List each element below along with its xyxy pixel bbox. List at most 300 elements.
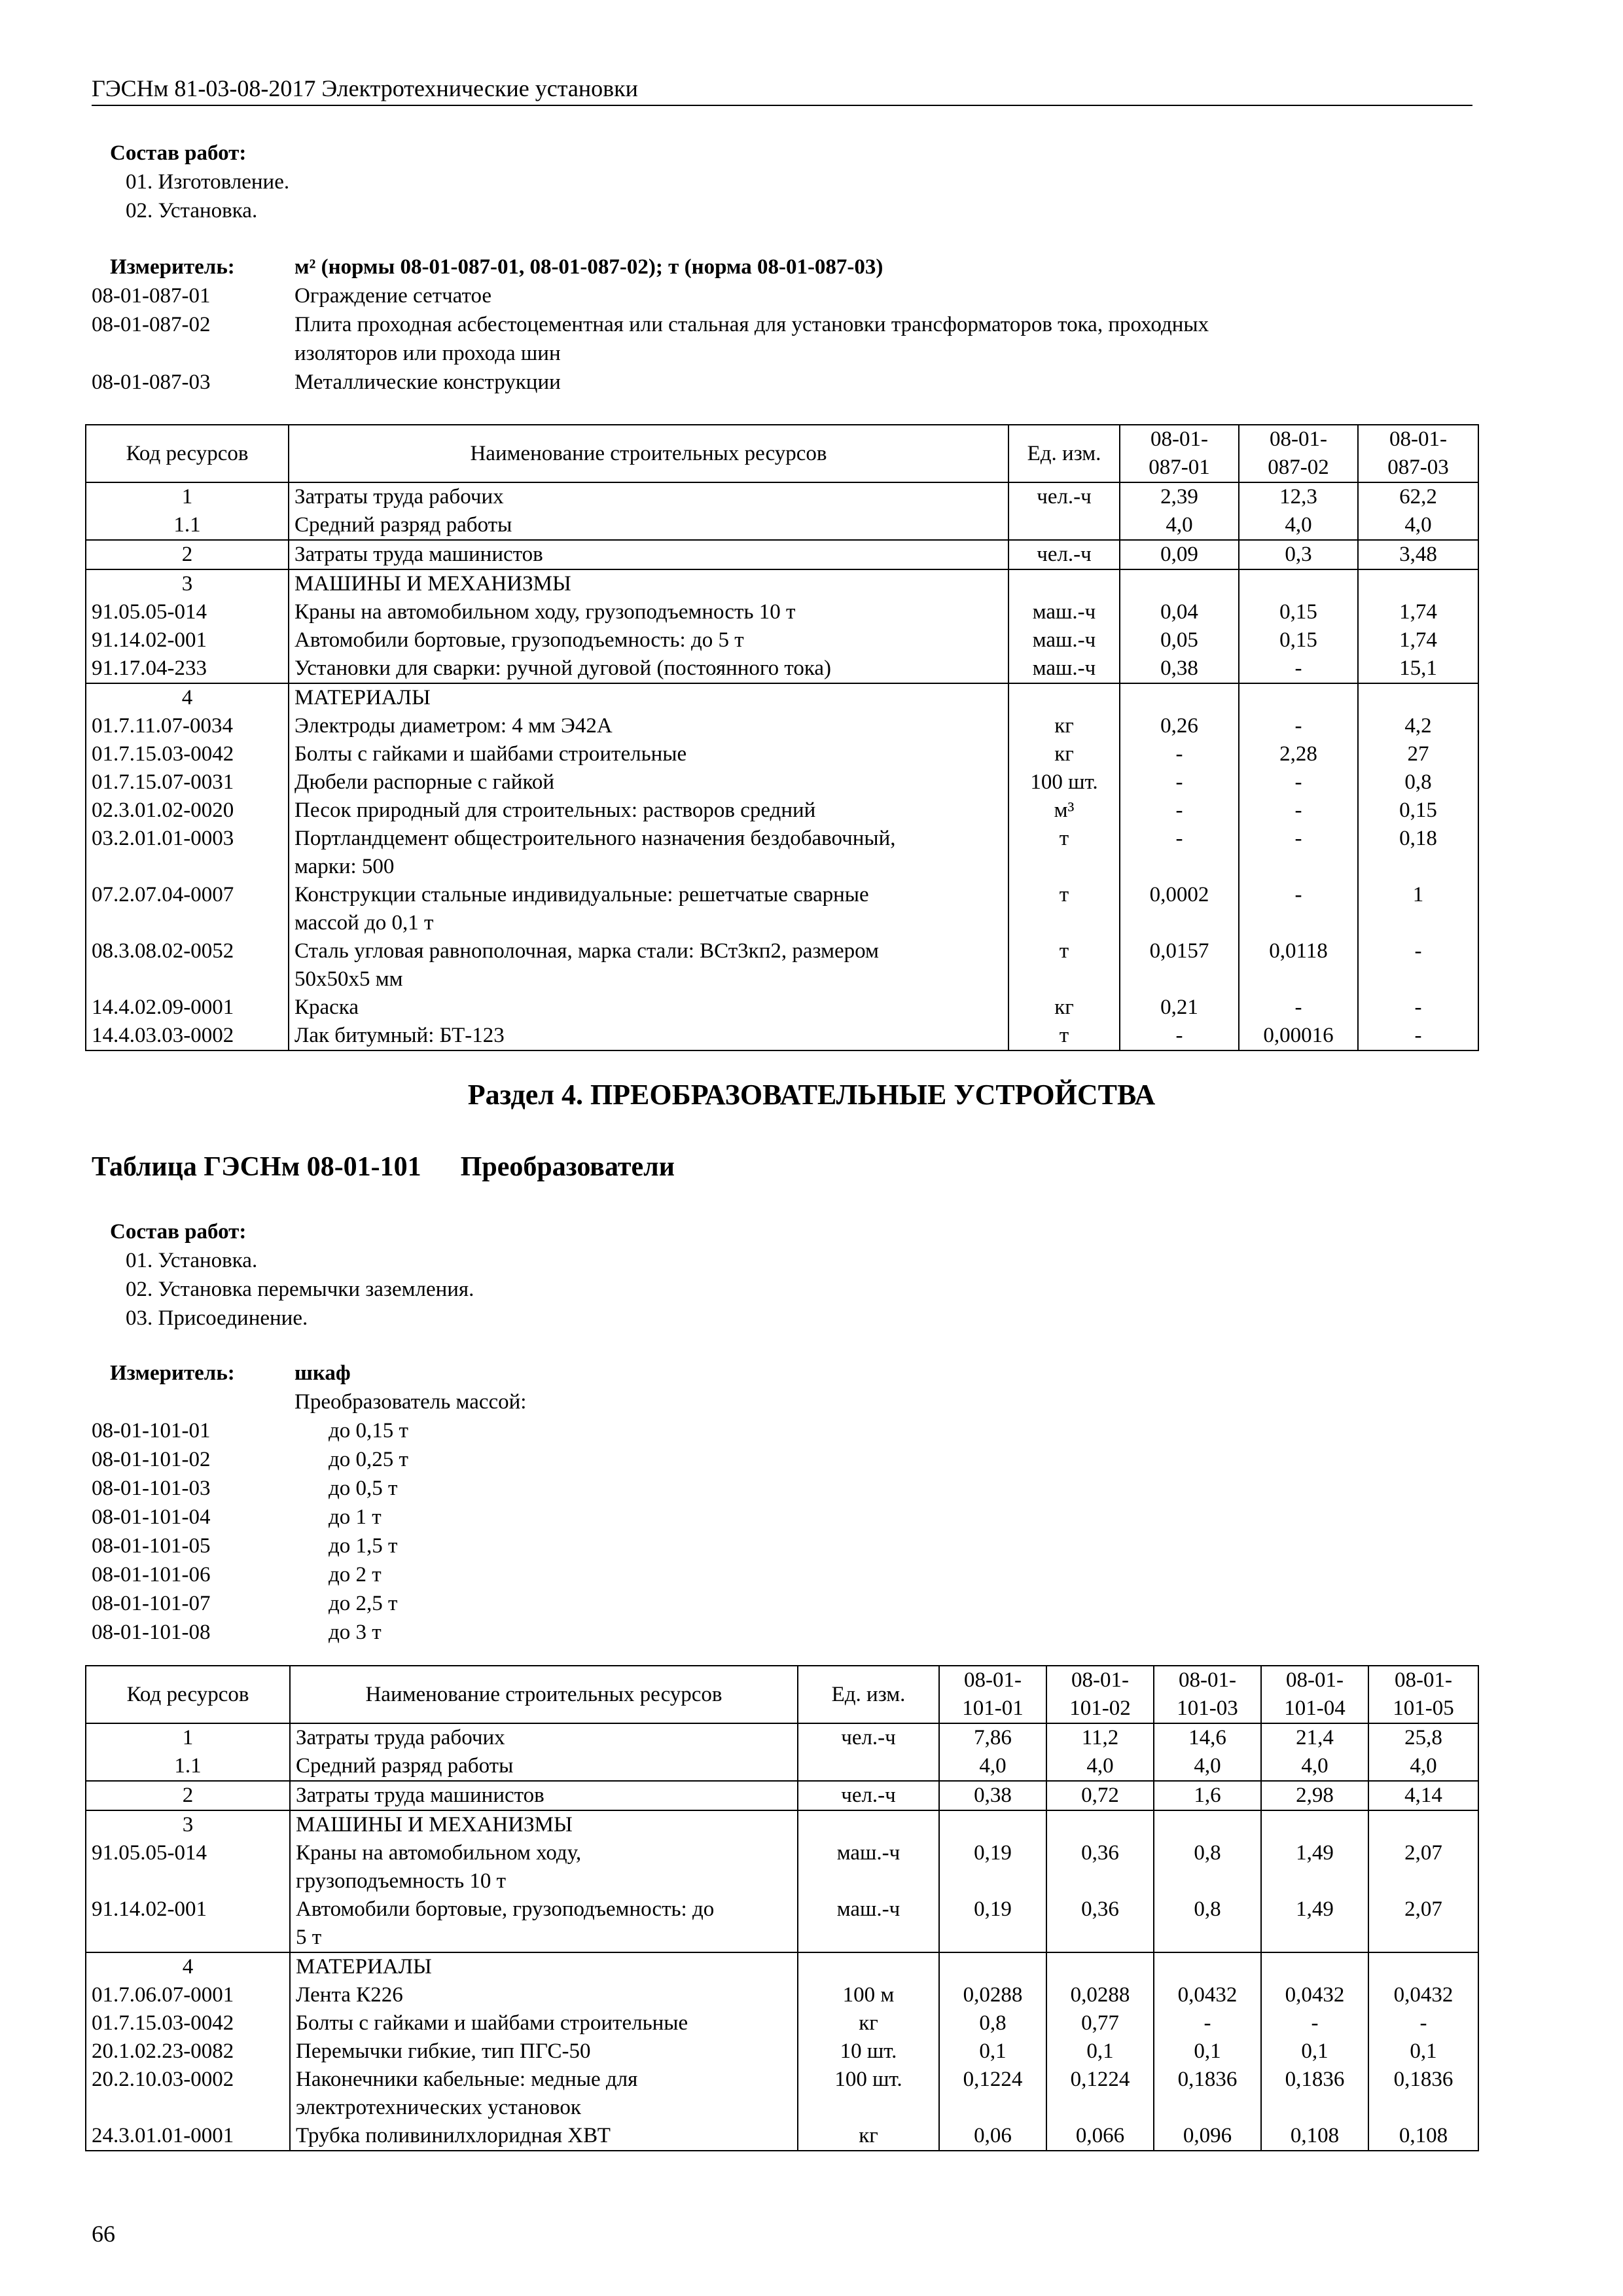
norm-value: 2,39 — [1120, 482, 1239, 511]
table-row — [86, 2122, 1478, 2151]
composition-item: 01. Установка. — [126, 1249, 258, 1272]
resource-unit: маш.-ч — [1008, 655, 1120, 683]
norm-value: - — [1368, 2009, 1478, 2037]
table-row — [86, 2009, 1478, 2037]
norm-value: 2,28 — [1239, 740, 1358, 768]
norm-value: 0,108 — [1368, 2122, 1478, 2151]
norm-code: 08-01-087-01 — [92, 284, 211, 308]
resource-code: 3 — [86, 569, 289, 598]
table-row — [86, 1022, 1478, 1050]
table-row — [86, 540, 1478, 569]
resource-unit: т — [1008, 881, 1120, 937]
resource-name-continuation: 50x50x5 мм — [294, 967, 403, 991]
resource-code: 2 — [86, 540, 289, 569]
norm-value — [1154, 1952, 1261, 1981]
norm-value: 0,1224 — [1046, 2066, 1154, 2122]
norm-code: 08-01-101-02 — [92, 1448, 211, 1471]
norm-value: 62,2 — [1358, 482, 1478, 511]
resource-code: 1 — [86, 1723, 290, 1752]
norm-value — [939, 1952, 1046, 1981]
norm-value: - — [1120, 1022, 1239, 1050]
header-name: Наименование строительных ресурсов — [290, 1666, 798, 1723]
resource-unit: 100 м — [798, 1981, 939, 2009]
header-unit: Ед. изм. — [1008, 425, 1120, 482]
norm-value: - — [1358, 994, 1478, 1022]
resource-code: 01.7.06.07-0001 — [86, 1981, 290, 2009]
resource-code: 91.05.05-014 — [86, 598, 289, 626]
resource-code: 14.4.02.09-0001 — [86, 994, 289, 1022]
composition-item: 01. Изготовление. — [126, 170, 290, 194]
norm-name: Металлические конструкции — [294, 370, 561, 394]
norm-value: 0,38 — [939, 1781, 1046, 1810]
norm-value: - — [1154, 2009, 1261, 2037]
header-name: Наименование строительных ресурсов — [289, 425, 1008, 482]
norm-value — [1261, 1810, 1368, 1839]
norm-code: 08-01-101-05 — [92, 1534, 211, 1558]
norm-value: 0,8 — [939, 2009, 1046, 2037]
resource-name-line: Дюбели распорные с гайкой — [294, 770, 554, 794]
table-header-row — [86, 1666, 1478, 1723]
norm-value: 0,18 — [1358, 825, 1478, 881]
resource-unit — [798, 1952, 939, 1981]
norm-value: 0,1836 — [1154, 2066, 1261, 2122]
norm-value: - — [1120, 797, 1239, 825]
resource-code: 91.14.02-001 — [86, 1895, 290, 1952]
resource-name-line: Лак битумный: БТ-123 — [294, 1024, 505, 1047]
resource-name — [289, 598, 1008, 626]
table-row — [86, 626, 1478, 655]
resource-name — [290, 2122, 798, 2151]
norm-value: 0,8 — [1154, 1839, 1261, 1895]
resource-name-line: Затраты труда машинистов — [296, 1784, 544, 1807]
resource-name — [290, 1952, 798, 1981]
resource-name — [289, 569, 1008, 598]
resource-code: 1 — [86, 482, 289, 511]
norm-name: Ограждение сетчатое — [294, 284, 492, 308]
table-row — [86, 511, 1478, 540]
norm-name: до 2 т — [329, 1563, 382, 1587]
table-row — [86, 1781, 1478, 1810]
norm-code: 08-01-101-07 — [92, 1592, 211, 1615]
resource-unit: чел.-ч — [1008, 540, 1120, 569]
norm-value: 2,07 — [1368, 1839, 1478, 1895]
resource-unit — [1008, 683, 1120, 712]
header-code: Код ресурсов — [86, 425, 289, 482]
header-norm-col: 08-01- 101-03 — [1154, 1666, 1261, 1723]
table-row — [86, 937, 1478, 994]
norm-value: 0,06 — [939, 2122, 1046, 2151]
norm-code: 08-01-101-08 — [92, 1621, 211, 1644]
norm-value: 4,0 — [1239, 511, 1358, 540]
norm-code: 08-01-101-01 — [92, 1419, 211, 1443]
resource-name-line: Затраты труда рабочих — [296, 1726, 505, 1749]
resource-code: 20.1.02.23-0082 — [86, 2037, 290, 2066]
resource-name — [290, 2066, 798, 2122]
resource-code: 2 — [86, 1781, 290, 1810]
composition-item: 02. Установка перемычки заземления. — [126, 1278, 474, 1301]
resource-name — [290, 1810, 798, 1839]
resource-name-line: МАТЕРИАЛЫ — [296, 1955, 432, 1979]
norm-value: 0,1224 — [939, 2066, 1046, 2122]
resource-unit — [798, 1752, 939, 1781]
norm-value — [1358, 683, 1478, 712]
norm-value — [1046, 1810, 1154, 1839]
norm-value: 14,6 — [1154, 1723, 1261, 1752]
table-row — [86, 1839, 1478, 1895]
composition-label: Состав работ: — [110, 141, 247, 165]
resource-unit: кг — [1008, 994, 1120, 1022]
norm-value: 0,77 — [1046, 2009, 1154, 2037]
header-norm-col: 08-01- 101-01 — [939, 1666, 1046, 1723]
norm-value: 0,1 — [1046, 2037, 1154, 2066]
norm-value: 0,096 — [1154, 2122, 1261, 2151]
resource-unit — [1008, 569, 1120, 598]
norm-value: 0,3 — [1239, 540, 1358, 569]
norm-value: 1,74 — [1358, 626, 1478, 655]
resource-name-line: Перемычки гибкие, тип ПГС-50 — [296, 2039, 591, 2063]
resource-code: 91.05.05-014 — [86, 1839, 290, 1895]
header-unit: Ед. изм. — [798, 1666, 939, 1723]
table-title-code: Таблица ГЭСНм 08-01-101 — [92, 1152, 421, 1182]
resource-unit: маш.-ч — [1008, 626, 1120, 655]
norm-value: 0,36 — [1046, 1839, 1154, 1895]
table-row — [86, 994, 1478, 1022]
norm-value: 0,8 — [1358, 768, 1478, 797]
norm-value: 0,19 — [939, 1895, 1046, 1952]
header-norm-col: 08-01- 101-05 — [1368, 1666, 1478, 1723]
resource-name-line: Автомобили бортовые, грузоподъемность: до 5 т — [294, 628, 744, 652]
header-norm-col: 08-01- 087-01 — [1120, 425, 1239, 482]
resource-unit: 10 шт. — [798, 2037, 939, 2066]
resource-name-continuation: марки: 500 — [294, 855, 395, 878]
table-title-name: Преобразователи — [460, 1152, 675, 1182]
norms-subtitle: Преобразователь массой: — [294, 1390, 527, 1414]
resource-code: 1.1 — [86, 511, 289, 540]
norm-code: 08-01-087-02 — [92, 313, 211, 336]
resource-code: 24.3.01.01-0001 — [86, 2122, 290, 2151]
measure-value: м² (нормы 08-01-087-01, 08-01-087-02); т (норма 08-01-087-03) — [294, 255, 883, 279]
resource-unit: 100 шт. — [798, 2066, 939, 2122]
measure-label: Измеритель: — [110, 255, 235, 279]
norm-value: 1,49 — [1261, 1895, 1368, 1952]
resource-name — [289, 540, 1008, 569]
norm-value: 15,1 — [1358, 655, 1478, 683]
resource-code: 4 — [86, 1952, 290, 1981]
norm-value — [1120, 683, 1239, 712]
norm-value: 4,0 — [1120, 511, 1239, 540]
resource-name — [289, 655, 1008, 683]
norm-row — [92, 1618, 1466, 1647]
table-row — [86, 1723, 1478, 1752]
norm-value: 0,0432 — [1154, 1981, 1261, 2009]
resource-name-line: Затраты труда рабочих — [294, 485, 504, 509]
norm-value: 0,1836 — [1368, 2066, 1478, 2122]
table-row — [86, 2037, 1478, 2066]
norm-value — [1261, 1952, 1368, 1981]
table-row — [86, 712, 1478, 740]
table-row — [86, 881, 1478, 937]
resource-name-line: МАШИНЫ И МЕХАНИЗМЫ — [296, 1813, 573, 1837]
resource-name — [290, 1981, 798, 2009]
norm-value: 27 — [1358, 740, 1478, 768]
norm-row — [92, 1474, 1466, 1503]
resource-name-line: Наконечники кабельные: медные для — [296, 2068, 638, 2091]
norm-value: 11,2 — [1046, 1723, 1154, 1752]
norm-value: 0,0288 — [939, 1981, 1046, 2009]
resource-unit: т — [1008, 937, 1120, 994]
resource-name-continuation: электротехнических установок — [296, 2096, 581, 2119]
norm-value: 0,1 — [1261, 2037, 1368, 2066]
resource-name — [289, 712, 1008, 740]
norm-value: 4,2 — [1358, 712, 1478, 740]
table-row — [86, 1952, 1478, 1981]
norm-value: - — [1120, 768, 1239, 797]
norm-row — [92, 1445, 1466, 1474]
resource-name-continuation: грузоподъемность 10 т — [296, 1869, 507, 1893]
resource-unit: маш.-ч — [1008, 598, 1120, 626]
norm-value: 0,1 — [1154, 2037, 1261, 2066]
resource-name-line: МАТЕРИАЛЫ — [294, 686, 431, 709]
resource-unit: кг — [798, 2122, 939, 2151]
norm-value: 0,09 — [1120, 540, 1239, 569]
norm-name-continuation: изоляторов или прохода шин — [294, 342, 561, 365]
norm-row — [92, 1532, 1466, 1560]
table-row — [86, 740, 1478, 768]
resource-name — [289, 683, 1008, 712]
norm-value: - — [1261, 2009, 1368, 2037]
norm-value: 0,00016 — [1239, 1022, 1358, 1050]
resource-code: 1.1 — [86, 1752, 290, 1781]
composition-item: 03. Присоединение. — [126, 1306, 308, 1330]
norm-row — [92, 1560, 1466, 1589]
resource-name-continuation: 5 т — [296, 1926, 322, 1949]
resource-name — [290, 1723, 798, 1752]
norm-value: 0,1 — [939, 2037, 1046, 2066]
norm-value: 0,0118 — [1239, 937, 1358, 994]
norm-value: 21,4 — [1261, 1723, 1368, 1752]
resource-name-line: Затраты труда машинистов — [294, 543, 543, 566]
resource-code: 14.4.03.03-0002 — [86, 1022, 289, 1050]
norm-value: 0,0002 — [1120, 881, 1239, 937]
resource-name — [289, 482, 1008, 511]
resource-name — [289, 994, 1008, 1022]
resource-code: 01.7.15.03-0042 — [86, 2009, 290, 2037]
resource-name — [289, 740, 1008, 768]
norm-value — [1239, 569, 1358, 598]
header-norm-col: 08-01- 087-03 — [1358, 425, 1478, 482]
resource-unit: кг — [798, 2009, 939, 2037]
norm-value — [1239, 683, 1358, 712]
norm-code: 08-01-101-06 — [92, 1563, 211, 1587]
norm-value: 1,74 — [1358, 598, 1478, 626]
resource-unit: т — [1008, 1022, 1120, 1050]
norm-name: до 0,25 т — [329, 1448, 408, 1471]
resource-code: 91.14.02-001 — [86, 626, 289, 655]
resource-name-line: Краны на автомобильном ходу, — [296, 1841, 582, 1865]
norm-value: 0,04 — [1120, 598, 1239, 626]
table-row — [86, 655, 1478, 683]
resource-name — [290, 1839, 798, 1895]
resource-code: 91.17.04-233 — [86, 655, 289, 683]
page-number: 66 — [92, 2221, 115, 2247]
measure-block-2 — [92, 1359, 1466, 1647]
norm-value: 0,066 — [1046, 2122, 1154, 2151]
norm-value: 0,36 — [1046, 1895, 1154, 1952]
resource-code: 01.7.15.07-0031 — [86, 768, 289, 797]
norm-value — [1120, 569, 1239, 598]
norm-value: - — [1239, 825, 1358, 881]
norm-name: до 1,5 т — [329, 1534, 398, 1558]
norm-value — [1358, 569, 1478, 598]
table-row — [86, 1810, 1478, 1839]
norm-value: - — [1239, 994, 1358, 1022]
resource-name-line: Сталь угловая равнополочная, марка стали: ВСт3кп2, размером — [294, 939, 879, 963]
header-norm-col: 08-01- 087-02 — [1239, 425, 1358, 482]
norm-value: 4,0 — [1261, 1752, 1368, 1781]
norm-name: до 2,5 т — [329, 1592, 398, 1615]
norm-name: до 3 т — [329, 1621, 382, 1644]
composition-item: 02. Установка. — [126, 199, 258, 223]
norm-value: 4,0 — [939, 1752, 1046, 1781]
norm-value: 0,1836 — [1261, 2066, 1368, 2122]
norm-value: 4,0 — [1154, 1752, 1261, 1781]
composition-block-1 — [110, 139, 289, 225]
resource-unit: маш.-ч — [798, 1895, 939, 1952]
resource-code: 01.7.11.07-0034 — [86, 712, 289, 740]
resource-name-line: Краска — [294, 996, 359, 1019]
norm-value: 0,15 — [1239, 626, 1358, 655]
resource-name-line: Лента К226 — [296, 1983, 403, 2007]
norm-code: 08-01-101-04 — [92, 1505, 211, 1529]
resource-unit — [1008, 511, 1120, 540]
norm-name: до 0,5 т — [329, 1477, 398, 1500]
norm-value: - — [1239, 881, 1358, 937]
resource-name-line: Портландцемент общестроительного назначения бездобавочный, — [294, 827, 896, 850]
norm-code: 08-01-101-03 — [92, 1477, 211, 1500]
norm-name: Плита проходная асбестоцементная или стальная для установки трансформаторов тока, проходных — [294, 313, 1209, 336]
norm-value: 0,72 — [1046, 1781, 1154, 1810]
resource-code: 20.2.10.03-0002 — [86, 2066, 290, 2122]
norm-value: - — [1239, 768, 1358, 797]
table-row — [86, 598, 1478, 626]
norm-value — [1046, 1952, 1154, 1981]
norm-value: 4,0 — [1368, 1752, 1478, 1781]
resource-name-line: Краны на автомобильном ходу, грузоподъемность 10 т — [294, 600, 796, 624]
table-row — [86, 569, 1478, 598]
resource-name — [289, 511, 1008, 540]
norm-value — [1368, 1952, 1478, 1981]
resource-code: 07.2.07.04-0007 — [86, 881, 289, 937]
table-row — [86, 2066, 1478, 2122]
resource-name — [289, 1022, 1008, 1050]
norm-value: - — [1358, 1022, 1478, 1050]
resource-unit — [798, 1810, 939, 1839]
table-row — [86, 1752, 1478, 1781]
norm-value: 4,0 — [1046, 1752, 1154, 1781]
resource-name — [290, 1781, 798, 1810]
resource-unit: чел.-ч — [798, 1723, 939, 1752]
resource-unit: чел.-ч — [1008, 482, 1120, 511]
resource-name-line: Электроды диаметром: 4 мм Э42А — [294, 714, 613, 738]
resource-name — [289, 768, 1008, 797]
resource-unit: кг — [1008, 740, 1120, 768]
table-row — [86, 797, 1478, 825]
norm-row — [92, 1416, 1466, 1445]
resource-code: 08.3.08.02-0052 — [86, 937, 289, 994]
resource-code: 01.7.15.03-0042 — [86, 740, 289, 768]
norm-value: 7,86 — [939, 1723, 1046, 1752]
resource-unit: кг — [1008, 712, 1120, 740]
norm-value: 1 — [1358, 881, 1478, 937]
resource-name-line: МАШИНЫ И МЕХАНИЗМЫ — [294, 572, 571, 596]
measure-label: Измеритель: — [110, 1361, 235, 1385]
norm-value: 0,21 — [1120, 994, 1239, 1022]
table-row — [86, 482, 1478, 511]
norm-value: 0,0432 — [1261, 1981, 1368, 2009]
header-norm-col: 08-01- 101-02 — [1046, 1666, 1154, 1723]
norm-value: 0,15 — [1239, 598, 1358, 626]
norm-value: 0,0157 — [1120, 937, 1239, 994]
table-row — [86, 1895, 1478, 1952]
resource-unit: чел.-ч — [798, 1781, 939, 1810]
composition-block-2 — [110, 1217, 474, 1333]
resources-table-087 — [85, 424, 1479, 1051]
norm-value: 4,0 — [1358, 511, 1478, 540]
resource-name-line: Болты с гайками и шайбами строительные — [296, 2011, 688, 2035]
norm-value: 2,98 — [1261, 1781, 1368, 1810]
table-row — [86, 768, 1478, 797]
norm-code: 08-01-087-03 — [92, 370, 211, 394]
composition-label: Состав работ: — [110, 1220, 247, 1244]
norm-value: - — [1120, 740, 1239, 768]
resource-name — [290, 1895, 798, 1952]
resource-name — [290, 2037, 798, 2066]
resource-name-line: Средний разряд работы — [294, 513, 512, 537]
resource-name — [289, 937, 1008, 994]
norm-value — [939, 1810, 1046, 1839]
norm-value: 0,108 — [1261, 2122, 1368, 2151]
norm-value: 25,8 — [1368, 1723, 1478, 1752]
norm-value: 4,14 — [1368, 1781, 1478, 1810]
resources-table-101 — [85, 1665, 1479, 2151]
resource-code: 03.2.01.01-0003 — [86, 825, 289, 881]
resource-name — [290, 2009, 798, 2037]
norm-name: до 1 т — [329, 1505, 382, 1529]
resource-code: 3 — [86, 1810, 290, 1839]
resource-name — [289, 825, 1008, 881]
resource-name-line: Трубка поливинилхлоридная ХВТ — [296, 2124, 611, 2147]
norm-value: 0,1 — [1368, 2037, 1478, 2066]
norm-value: 0,8 — [1154, 1895, 1261, 1952]
norm-value: 12,3 — [1239, 482, 1358, 511]
measure-value: шкаф — [294, 1361, 351, 1385]
resource-name-line: Установки для сварки: ручной дуговой (постоянного тока) — [294, 656, 832, 680]
norm-value — [1368, 1810, 1478, 1839]
resource-name-line: Средний разряд работы — [296, 1754, 514, 1778]
header-code: Код ресурсов — [86, 1666, 290, 1723]
page-header: ГЭСНм 81-03-08-2017 Электротехнические установки — [92, 73, 1472, 106]
norm-name: до 0,15 т — [329, 1419, 408, 1443]
resource-unit: м³ — [1008, 797, 1120, 825]
section-title: Раздел 4. ПРЕОБРАЗОВАТЕЛЬНЫЕ УСТРОЙСТВА — [467, 1079, 1156, 1111]
norm-value: 1,6 — [1154, 1781, 1261, 1810]
resource-name — [289, 881, 1008, 937]
norm-value: 0,0288 — [1046, 1981, 1154, 2009]
norm-value: - — [1239, 712, 1358, 740]
norm-value: 0,15 — [1358, 797, 1478, 825]
resource-name-line: Болты с гайками и шайбами строительные — [294, 742, 687, 766]
resource-unit: т — [1008, 825, 1120, 881]
